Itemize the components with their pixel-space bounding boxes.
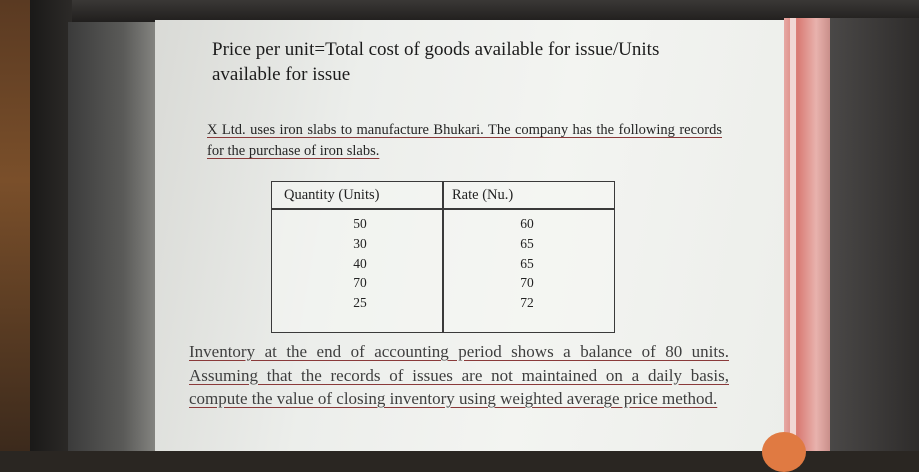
table-cell-rate: 72 — [520, 295, 534, 311]
table-cell-quantity: 40 — [353, 255, 367, 271]
intro-paragraph: X Ltd. uses iron slabs to manufacture Bhukari. The company has the following records for the purchase of iron slabs. — [207, 122, 722, 159]
screen-right-margin — [830, 18, 919, 451]
table-cell-quantity: 70 — [353, 275, 367, 291]
table-cell-rate: 60 — [520, 216, 534, 231]
table-header-quantity: Quantity (Units) — [284, 187, 380, 203]
slide-title: Price per unit=Total cost of goods available for issue/Units available for issue — [212, 39, 660, 85]
table-column-divider — [442, 182, 444, 332]
table-header-rate: Rate (Nu.) — [452, 187, 514, 203]
table-header-divider — [272, 208, 614, 210]
slide-edge-stripe — [790, 18, 796, 451]
table-cell-rate: 70 — [520, 275, 534, 291]
monitor-bezel-left — [30, 0, 72, 451]
table-cell-rate: 65 — [520, 235, 534, 251]
purchase-table — [271, 181, 615, 333]
quantity-column — [350, 214, 370, 313]
table-cell-quantity: 25 — [353, 295, 367, 311]
decorative-orange-circle — [762, 432, 806, 472]
rate-column — [517, 214, 537, 313]
table-cell-quantity: 50 — [353, 216, 367, 231]
screen-left-margin — [68, 22, 160, 451]
question-paragraph: Inventory at the end of accounting period shows a balance of 80 units. Assuming that the records of issues are not maintained on a daily basis, compute the value of closing inventory using weighted average price method. — [189, 342, 729, 408]
table-cell-rate: 65 — [520, 255, 534, 271]
table-cell-quantity: 30 — [353, 235, 367, 251]
